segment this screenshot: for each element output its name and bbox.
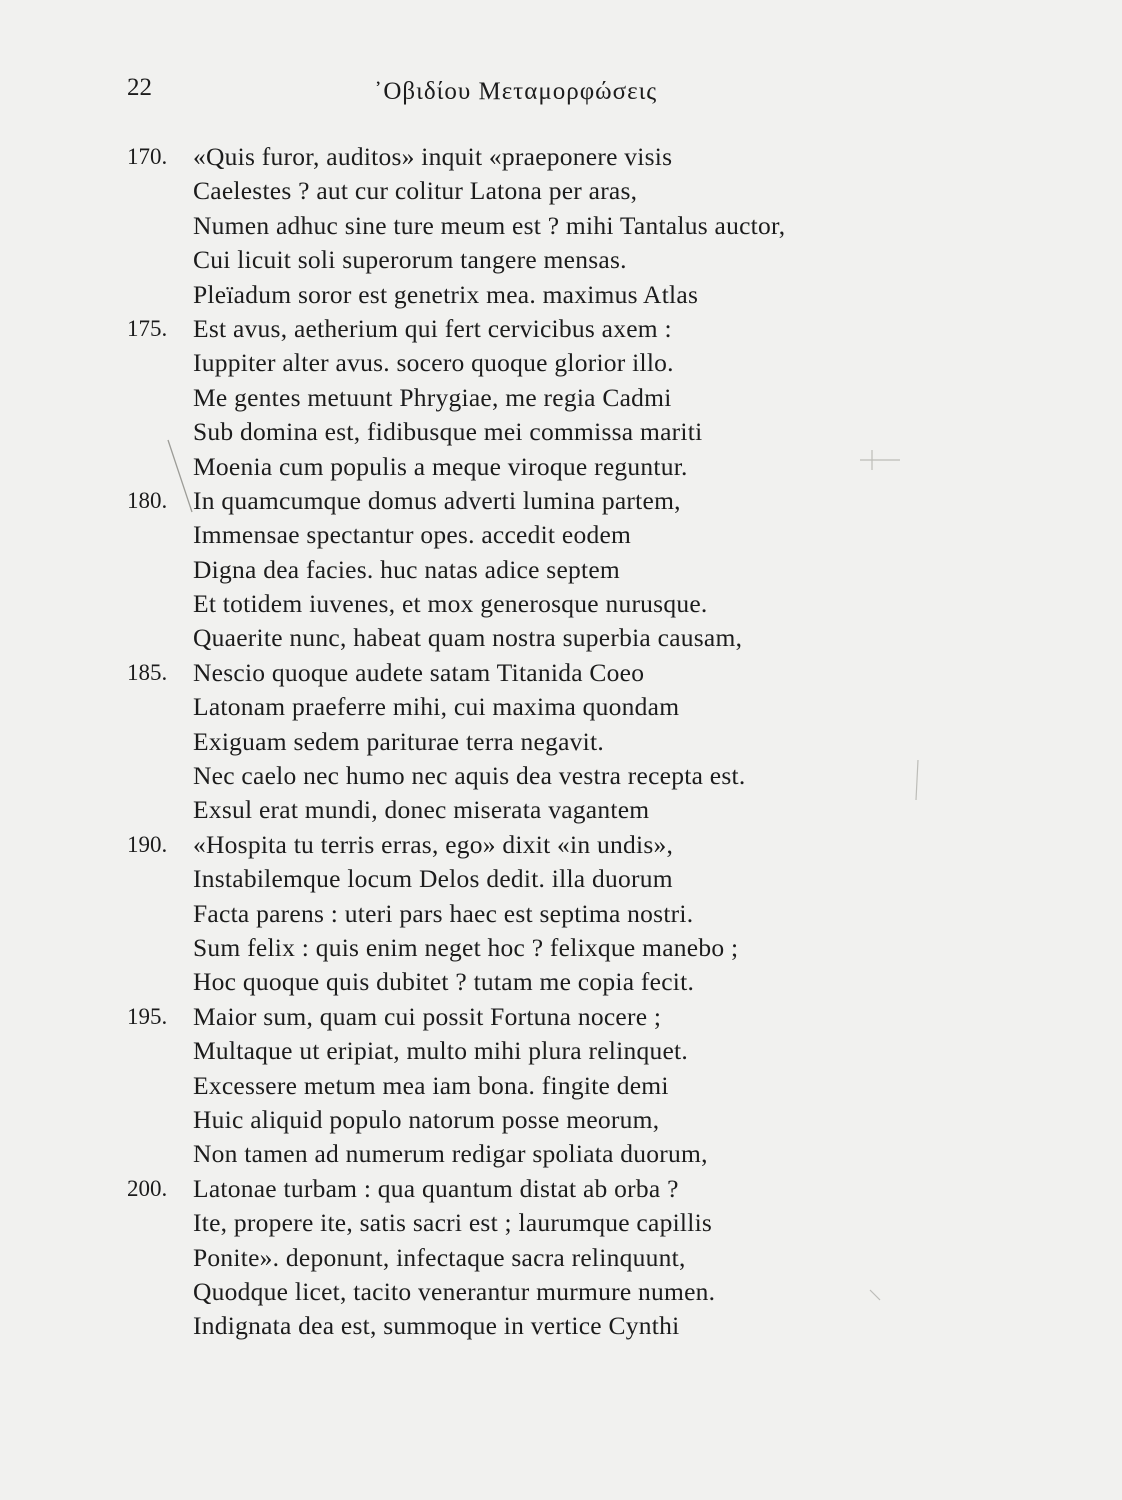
verse-text: Sum felix : quis enim neget hoc ? felixque manebo ; [193, 932, 739, 962]
verse-line [0, 897, 1122, 931]
verse-line [0, 862, 1122, 896]
verse-line [0, 725, 1122, 759]
verse-line [0, 656, 1122, 690]
verse-line [0, 1069, 1122, 1103]
verse-list [0, 140, 1122, 1344]
verse-text: Excessere metum mea iam bona. fingite demi [193, 1070, 669, 1100]
verse-line [0, 965, 1122, 999]
verse-text: Est avus, aetherium qui fert cervicibus axem : [193, 313, 672, 343]
verse-line [0, 1172, 1122, 1206]
verse-text: Hoc quoque quis dubitet ? tutam me copia fecit. [193, 967, 695, 997]
verse-text: Nec caelo nec humo nec aquis dea vestra recepta est. [193, 761, 746, 791]
verse-line [0, 1241, 1122, 1275]
verse-text: In quamcumque domus adverti lumina partem, [193, 485, 681, 515]
line-number: 190. [127, 831, 168, 857]
verse-text: Digna dea facies. huc natas adice septem [193, 554, 621, 584]
verse-line [0, 587, 1122, 621]
verse-text: Me gentes metuunt Phrygiae, me regia Cadmi [193, 382, 672, 412]
verse-line [0, 1275, 1122, 1309]
verse-line [0, 381, 1122, 415]
line-number: 175. [127, 315, 168, 341]
verse-line [0, 518, 1122, 552]
verse-text: Moenia cum populis a meque viroque reguntur. [193, 451, 688, 481]
verse-line [0, 759, 1122, 793]
verse-line [0, 243, 1122, 277]
verse-line [0, 1034, 1122, 1068]
verse-line [0, 1309, 1122, 1343]
verse-line [0, 621, 1122, 655]
verse-line [0, 450, 1122, 484]
verse-line [0, 174, 1122, 208]
verse-text: Pleïadum soror est genetrix mea. maximus Atlas [193, 279, 699, 309]
running-title: ᾿Οβιδίου Μεταμορφώσεις [374, 78, 658, 105]
verse-text: Maior sum, quam cui possit Fortuna nocere ; [193, 1001, 662, 1031]
verse-line [0, 1000, 1122, 1034]
line-number: 195. [127, 1003, 168, 1029]
verse-text: Exsul erat mundi, donec miserata vagantem [193, 795, 650, 825]
verse-text: Facta parens : uteri pars haec est septima nostri. [193, 898, 694, 928]
verse-text: Caelestes ? aut cur colitur Latona per aras, [193, 176, 638, 206]
verse-text: Quaerite nunc, habeat quam nostra superbia causam, [193, 623, 743, 653]
verse-text: Iuppiter alter avus. socero quoque glorior illo. [193, 348, 674, 378]
verse-line [0, 553, 1122, 587]
verse-text: Latonam praeferre mihi, cui maxima quondam [193, 692, 680, 722]
line-number: 180. [127, 487, 168, 513]
verse-text: «Hospita tu terris erras, ego» dixit «in undis», [193, 829, 674, 859]
verse-text: Numen adhuc sine ture meum est ? mihi Tantalus auctor, [193, 210, 786, 240]
line-number: 200. [127, 1175, 168, 1201]
verse-text: Cui licuit soli superorum tangere mensas. [193, 245, 627, 275]
verse-line [0, 278, 1122, 312]
verse-line [0, 346, 1122, 380]
verse-line [0, 140, 1122, 174]
verse-text: Immensae spectantur opes. accedit eodem [193, 520, 632, 550]
verse-text: Latonae turbam : qua quantum distat ab orba ? [193, 1173, 679, 1203]
verse-line [0, 1137, 1122, 1171]
verse-text: Non tamen ad numerum redigar spoliata duorum, [193, 1139, 708, 1169]
verse-text: Nescio quoque audete satam Titanida Coeo [193, 657, 645, 687]
verse-line [0, 1103, 1122, 1137]
verse-text: Exiguam sedem pariturae terra negavit. [193, 726, 604, 756]
verse-text: Et totidem iuvenes, et mox generosque nurusque. [193, 589, 708, 619]
verse-line [0, 312, 1122, 346]
verse-text: Sub domina est, fidibusque mei commissa mariti [193, 417, 703, 447]
verse-text: Ponite». deponunt, infectaque sacra relinquunt, [193, 1242, 686, 1272]
verse-text: Huic aliquid populo natorum posse meorum, [193, 1104, 660, 1134]
verse-text: «Quis furor, auditos» inquit «praeponere visis [193, 142, 673, 171]
line-number: 185. [127, 659, 168, 685]
verse-line [0, 690, 1122, 724]
verse-line [0, 415, 1122, 449]
page-number: 22 [127, 74, 152, 101]
verse-text: Indignata dea est, summoque in vertice Cynthi [193, 1311, 680, 1341]
verse-line [0, 209, 1122, 243]
line-number: 170. [127, 144, 168, 169]
verse-text: Ite, propere ite, satis sacri est ; laurumque capillis [193, 1208, 713, 1238]
verse-line [0, 931, 1122, 965]
verse-text: Multaque ut eripiat, multo mihi plura relinquet. [193, 1036, 688, 1066]
verse-text: Quodque licet, tacito venerantur murmure numen. [193, 1276, 716, 1306]
verse-line [0, 1206, 1122, 1240]
verse-line [0, 793, 1122, 827]
verse-line [0, 484, 1122, 518]
verse-text: Instabilemque locum Delos dedit. illa duorum [193, 864, 673, 894]
verse-line [0, 828, 1122, 862]
